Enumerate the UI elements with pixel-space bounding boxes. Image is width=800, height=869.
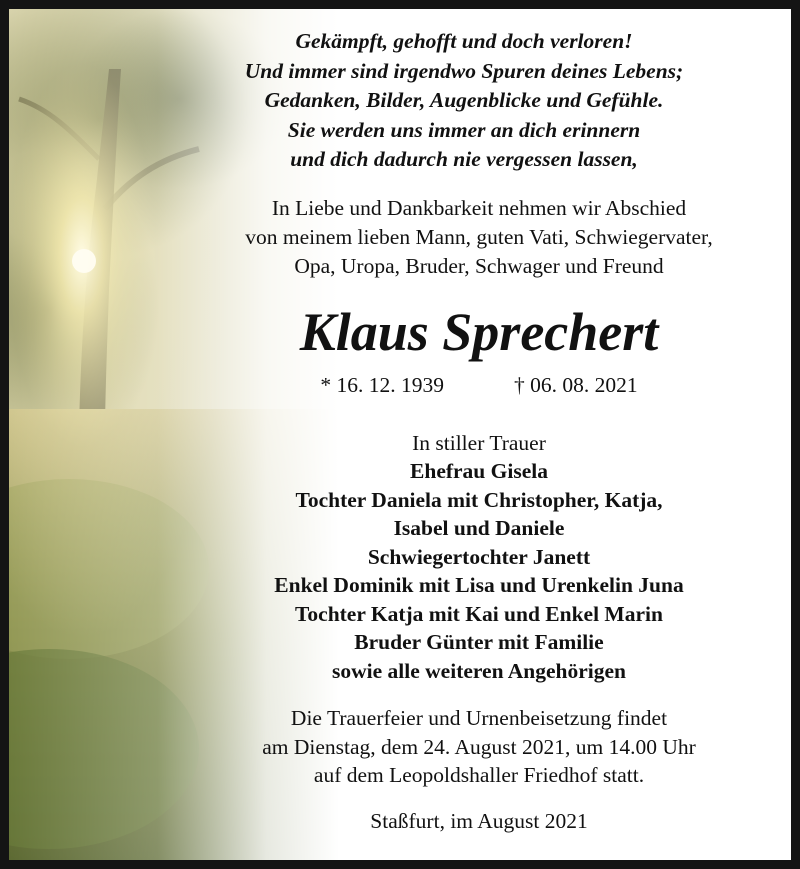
mourner-line: Ehefrau Gisela — [410, 459, 548, 483]
mourner-line: Bruder Günter mit Familie — [354, 630, 604, 654]
poem-verse — [159, 27, 769, 175]
deceased-name: Klaus Sprechert — [299, 302, 659, 362]
farewell-intro — [179, 194, 779, 281]
funeral-line: am Dienstag, dem 24. August 2021, um 14.00 Uhr — [262, 734, 696, 759]
intro-line: In Liebe und Dankbarkeit nehmen wir Abschied — [271, 196, 687, 220]
mourning-intro: In stiller Trauer — [412, 431, 546, 455]
mourners-list — [179, 457, 779, 685]
mourner-line: Tochter Daniela mit Christopher, Katja, — [295, 487, 663, 512]
mourner-line: Isabel und Daniele — [393, 516, 565, 540]
funeral-line: Die Trauerfeier und Urnenbeisetzung findet — [290, 706, 668, 730]
poem-line: und dich dadurch nie vergessen lassen, — [290, 147, 638, 171]
mourner-line: Tochter Katja mit Kai und Enkel Marin — [295, 601, 663, 626]
poem-line: Gekämpft, gehofft und doch verloren! — [295, 29, 633, 53]
life-dates — [179, 371, 779, 399]
place-and-date: Staßfurt, im August 2021 — [370, 809, 588, 833]
poem-line: Gedanken, Bilder, Augenblicke und Gefühle. — [264, 88, 664, 112]
poem-line: Und immer sind irgendwo Spuren deines Lebens; — [244, 58, 684, 83]
birth-date: * 16. 12. 1939 — [320, 373, 444, 397]
poem-line: Sie werden uns immer an dich erinnern — [287, 117, 641, 142]
funeral-details — [179, 704, 779, 790]
funeral-line: auf dem Leopoldshaller Friedhof statt. — [313, 763, 645, 787]
mourner-line: Schwiegertochter Janett — [367, 544, 591, 569]
mourner-line: sowie alle weiteren Angehörigen — [332, 658, 626, 683]
mourner-line: Enkel Dominik mit Lisa und Urenkelin Juna — [274, 573, 684, 597]
intro-line: von meinem lieben Mann, guten Vati, Schwiegervater, — [245, 225, 713, 249]
intro-line: Opa, Uropa, Bruder, Schwager und Freund — [294, 254, 664, 278]
death-date: † 06. 08. 2021 — [514, 373, 638, 397]
